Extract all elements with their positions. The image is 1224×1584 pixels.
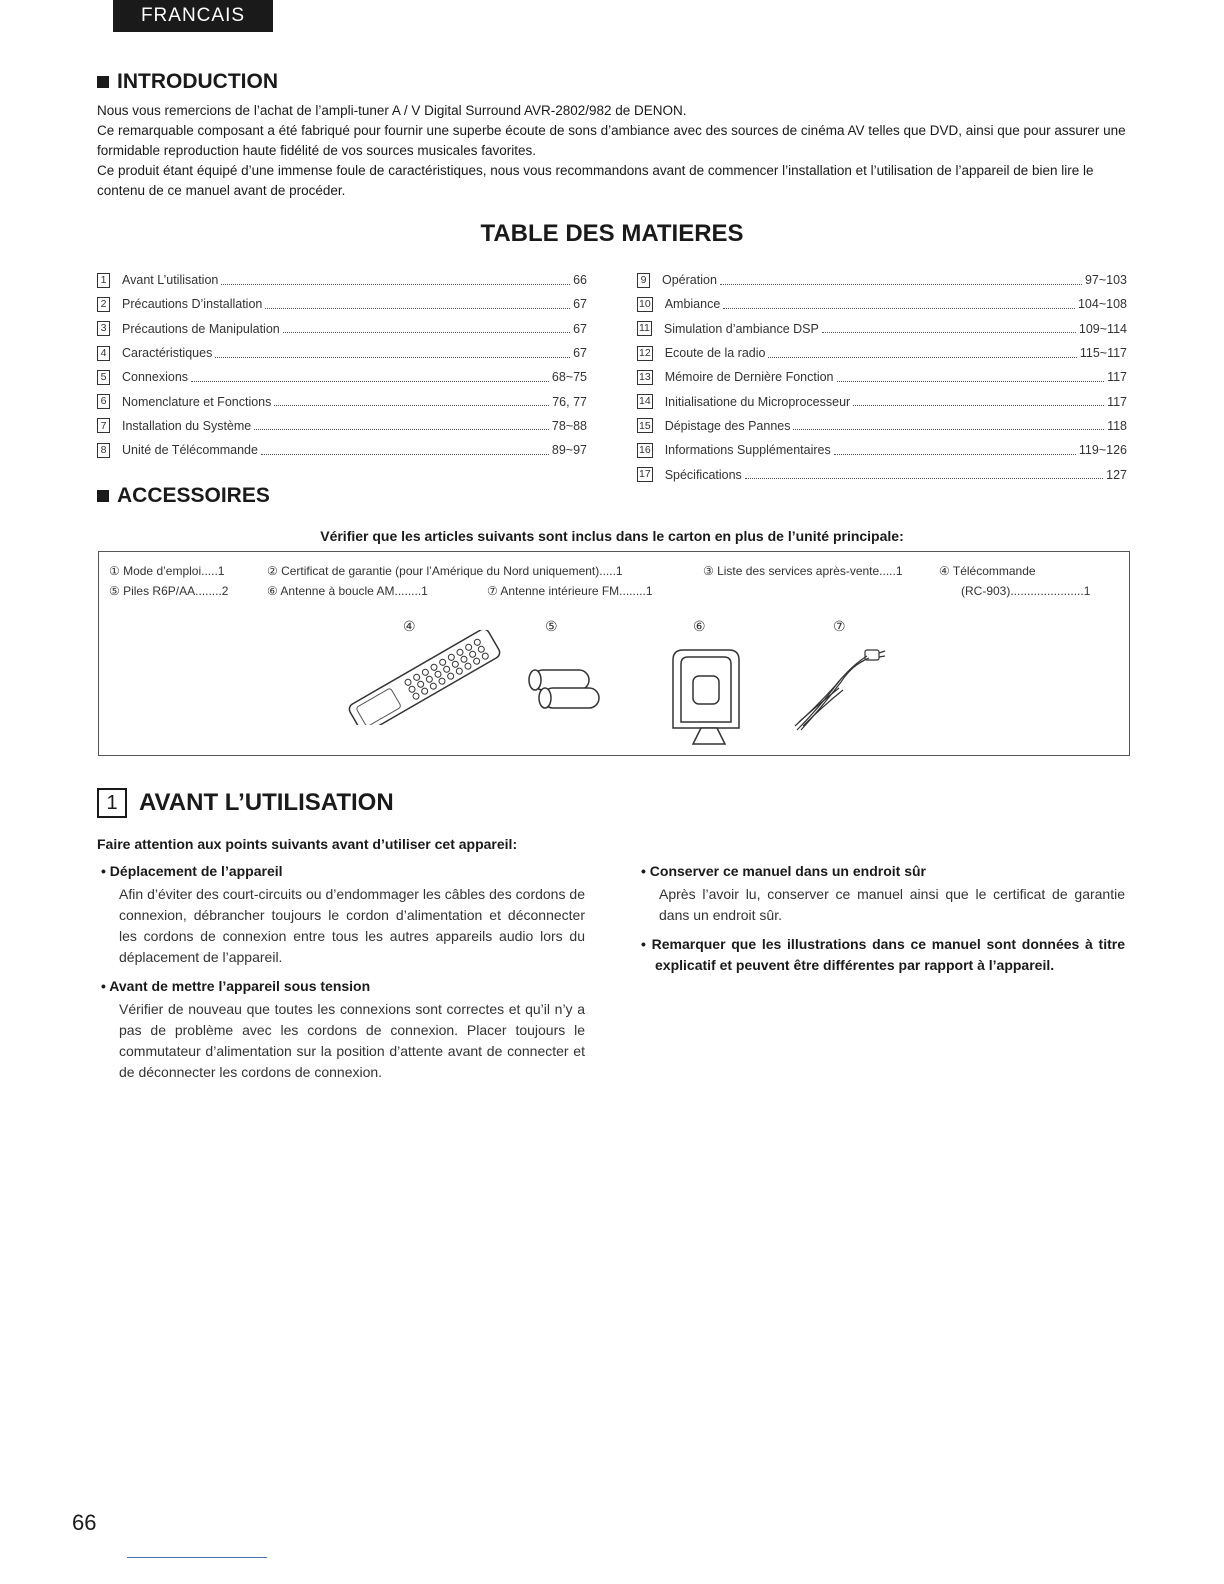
toc-leader	[834, 454, 1076, 455]
toc-number: 6	[97, 394, 110, 409]
toc-number: 13	[639, 371, 651, 384]
toc-page: 68~75	[551, 370, 587, 385]
toc-entry	[637, 268, 1127, 292]
toc-label: Caractéristiques	[122, 346, 213, 361]
toc-page: 66	[573, 273, 587, 288]
toc-entry	[637, 365, 1127, 389]
toc-number: 14	[639, 395, 651, 408]
toc-number: 11	[639, 322, 650, 335]
toc-leader	[215, 357, 570, 358]
am-loop-antenna-icon	[661, 642, 751, 750]
toc-entry	[637, 292, 1127, 316]
toc-entry	[637, 438, 1127, 462]
toc-title: TABLE DES MATIERES	[480, 220, 744, 247]
figure-label-am-antenna: ⑥	[693, 618, 706, 634]
bullet-heading: • Déplacement de l’appareil	[101, 863, 283, 879]
toc-page: 115~117	[1079, 346, 1127, 361]
accessory-item-fm-antenna: ⑦ Antenne intérieure FM........1	[487, 584, 653, 598]
bullet-item	[97, 861, 585, 968]
accessories-heading-text: ACCESSOIRES	[117, 484, 270, 507]
figure-label-fm-antenna: ⑦	[833, 618, 846, 634]
remote-control-icon	[339, 630, 509, 725]
accessories-intro: Vérifier que les articles suivants sont inclus dans le carton en plus de l’unité principale:	[320, 528, 904, 544]
toc-entry	[97, 389, 587, 413]
language-tab: FRANCAIS	[113, 0, 273, 32]
toc-number: 7	[97, 418, 110, 433]
toc-label: Mémoire de Dernière Fonction	[664, 370, 834, 385]
toc-leader	[221, 284, 570, 285]
accessory-item-warranty: ② Certificat de garantie (pour l’Amérique du Nord uniquement).....1	[267, 564, 623, 578]
accessories-box	[98, 551, 1130, 756]
toc-page: 104~108	[1077, 297, 1127, 312]
toc-page: 76, 77	[552, 394, 587, 409]
toc-number: 1	[97, 273, 110, 288]
toc-leader	[261, 454, 549, 455]
bullet-text: Vérifier de nouveau que toutes les connexions sont correctes et qu’il n’y a pas de problème avec les cordons de connexion. Placer toujours le commutateur d’alimentation sur la position d’attente avant de connecter et de déconnecter les cordons de connexion.	[119, 1001, 585, 1080]
toc-label: Initialisatione du Microprocesseur	[664, 394, 851, 409]
toc-page: 109~114	[1078, 321, 1127, 336]
toc-leader	[283, 332, 570, 333]
toc-leader	[745, 478, 1103, 479]
bullet-heading: • Conserver ce manuel dans un endroit sûr	[641, 863, 926, 879]
toc-label: Installation du Système	[122, 418, 252, 433]
intro-paragraph-1: Nous vous remercions de l’achat de l’ampli-tuner A / V Digital Surround AVR-2802/982 de DENON.	[97, 103, 687, 118]
bullet-heading: • Avant de mettre l’appareil sous tension	[101, 978, 371, 994]
toc-label: Opération	[662, 273, 717, 288]
toc-entry	[97, 292, 587, 316]
toc-label: Précautions de Manipulation	[122, 321, 280, 336]
square-bullet-icon	[97, 490, 109, 502]
accessory-item-am-antenna: ⑥ Antenne à boucle AM........1	[267, 584, 428, 598]
accessory-item-manual: ① Mode d’emploi.....1	[109, 564, 225, 578]
chapter-lead: Faire attention aux points suivants avant d’utiliser cet appareil:	[97, 836, 518, 852]
bullet-item	[637, 934, 1125, 976]
toc-label: Avant L’utilisation	[122, 273, 219, 288]
intro-paragraph-3: Ce produit étant équipé d’une immense foule de caractéristiques, nous vous recommandons avant de commencer l’installation et l’utilisation de l’appareil de bien lire le contenu de ce manuel avant de procéder.	[97, 163, 1094, 198]
toc-leader	[822, 332, 1076, 333]
introduction-heading-text: INTRODUCTION	[117, 70, 278, 93]
toc-label: Unité de Télécommande	[122, 443, 258, 458]
toc-number: 4	[97, 346, 110, 361]
toc-page: 67	[573, 346, 587, 361]
toc-entry	[97, 438, 587, 462]
accessory-item-service-list: ③ Liste des services après-vente.....1	[703, 564, 903, 578]
toc-entry	[637, 389, 1127, 413]
toc-entry	[97, 268, 587, 292]
square-bullet-icon	[97, 76, 109, 88]
toc-left-column	[97, 268, 587, 462]
toc-leader	[793, 429, 1104, 430]
bullet-text: Après l’avoir lu, conserver ce manuel ainsi que le certificat de garantie dans un endroit sûr.	[659, 886, 1125, 923]
toc-leader	[723, 308, 1075, 309]
figure-label-remote: ④	[403, 618, 416, 634]
toc-label: Dépistage des Pannes	[664, 418, 791, 433]
chapter-heading	[97, 788, 394, 818]
toc-leader	[265, 308, 570, 309]
bullet-item	[97, 976, 585, 1083]
toc-entry	[97, 341, 587, 365]
footer-rule	[127, 1557, 267, 1558]
toc-number: 5	[97, 370, 110, 385]
toc-label: Informations Supplémentaires	[664, 443, 831, 458]
toc-number: 16	[639, 443, 651, 456]
toc-leader	[720, 284, 1082, 285]
toc-page: 127	[1106, 467, 1127, 482]
toc-entry	[637, 341, 1127, 365]
accessories-heading	[97, 484, 270, 508]
toc-number: 2	[97, 297, 110, 312]
toc-label: Ecoute de la radio	[664, 346, 766, 361]
bullet-heading: • Remarquer que les illustrations dans ce manuel sont données à titre explicatif et peuvent être différentes par rapport à l’appareil.	[641, 936, 1126, 973]
toc-label: Ambiance	[664, 297, 721, 312]
toc-leader	[191, 381, 549, 382]
toc-entry	[637, 317, 1127, 341]
chapter-number: 1	[97, 788, 127, 818]
toc-label: Nomenclature et Fonctions	[122, 394, 272, 409]
toc-entry	[97, 414, 587, 438]
battery-icon	[521, 664, 606, 720]
toc-leader	[274, 405, 549, 406]
toc-number: 15	[639, 419, 651, 432]
toc-page: 89~97	[551, 443, 587, 458]
toc-page: 78~88	[551, 418, 587, 433]
toc-label: Connexions	[122, 370, 189, 385]
bullet-item	[637, 861, 1125, 926]
toc-right-column	[637, 268, 1127, 487]
toc-number: 3	[97, 321, 110, 336]
toc-leader	[768, 357, 1076, 358]
toc-leader	[254, 429, 549, 430]
toc-entry	[637, 462, 1127, 486]
toc-label: Simulation d’ambiance DSP	[663, 321, 819, 336]
accessory-item-remote: ④ Télécommande	[939, 564, 1036, 578]
toc-number: 10	[639, 298, 651, 311]
toc-page: 119~126	[1078, 443, 1127, 458]
page-number: 66	[72, 1510, 97, 1535]
accessory-item-batteries: ⑤ Piles R6P/AA........2	[109, 584, 229, 598]
figure-label-batteries: ⑤	[545, 618, 558, 634]
toc-entry	[97, 317, 587, 341]
bullet-text: Afin d’éviter des court-circuits ou d’endommager les câbles des cordons de connexion, débrancher toujours le cordon d’alimentation et déconnecter les cordons de connexion entre tous les autres appareils audio lors du déplacement de l’appareil.	[119, 886, 585, 965]
toc-label: Précautions D’installation	[122, 297, 263, 312]
toc-page: 67	[573, 297, 587, 312]
fm-indoor-antenna-icon	[789, 646, 889, 736]
toc-page: 97~103	[1084, 273, 1127, 288]
toc-page: 67	[573, 321, 587, 336]
toc-page: 117	[1107, 394, 1127, 409]
toc-entry	[97, 365, 587, 389]
intro-paragraph-2: Ce remarquable composant a été fabriqué pour fournir une superbe écoute de sons d’ambiance avec des sources de cinéma AV telles que DVD, ainsi que pour assurer une formidable reproduction haute fidélité de vos sources musicales favorites.	[97, 123, 1126, 158]
toc-number: 9	[637, 273, 650, 288]
toc-leader	[853, 405, 1104, 406]
accessory-item-remote-model: (RC-903)......................1	[961, 584, 1091, 598]
toc-number: 12	[639, 346, 651, 359]
introduction-heading	[97, 70, 278, 94]
toc-page: 118	[1107, 418, 1127, 433]
toc-leader	[837, 381, 1105, 382]
toc-page: 117	[1107, 370, 1127, 385]
toc-number: 8	[97, 443, 110, 458]
toc-entry	[637, 414, 1127, 438]
toc-label: Spécifications	[664, 467, 742, 482]
toc-number: 17	[639, 468, 651, 481]
chapter-title: AVANT L’UTILISATION	[139, 789, 394, 816]
